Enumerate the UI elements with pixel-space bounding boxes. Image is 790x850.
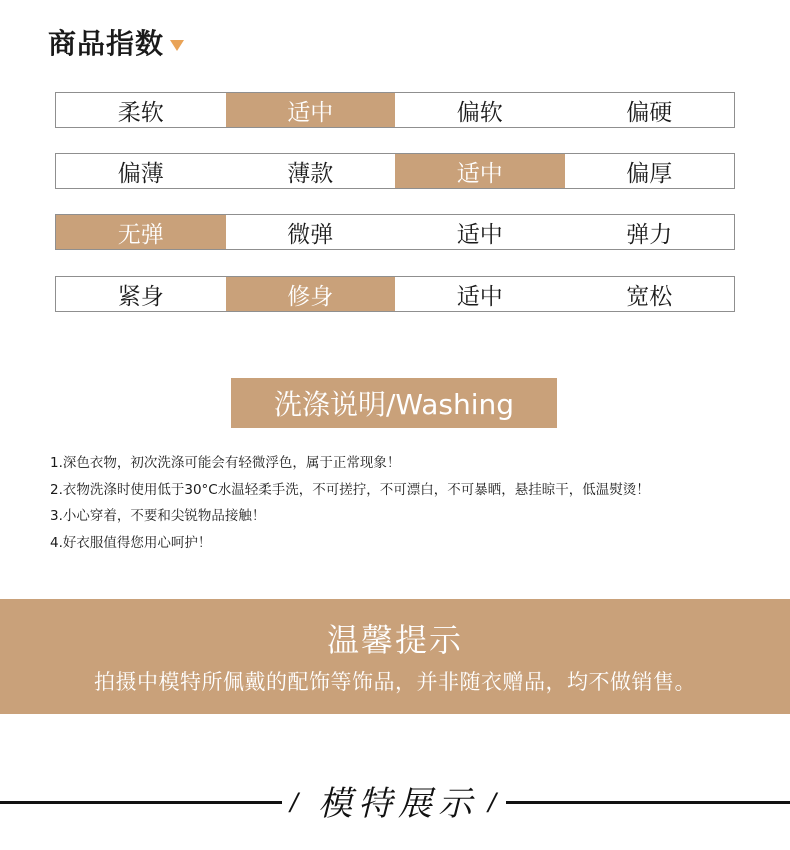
index-cell: 微弹 <box>287 221 334 248</box>
index-cell: 偏薄 <box>117 160 164 187</box>
index-cell: 无弹 <box>56 215 226 249</box>
index-cell: 偏软 <box>456 99 503 126</box>
index-row-elasticity <box>55 214 735 250</box>
index-row-fit <box>55 276 735 312</box>
page-title: 商品指数 <box>48 27 165 60</box>
index-row-softness <box>55 92 735 128</box>
tip-band <box>0 599 790 714</box>
index-cell: 修身 <box>226 277 396 311</box>
tip-text: 拍摄中模特所佩戴的配饰等饰品，并非随衣赠品，均不做销售。 <box>94 670 696 694</box>
index-cell: 偏硬 <box>626 99 673 126</box>
washing-instructions-list <box>50 450 770 556</box>
index-cell: 薄款 <box>287 160 334 187</box>
title-row <box>48 22 184 62</box>
model-section-title: 模特展示 <box>318 784 478 824</box>
washing-instruction: 3.小心穿着，不要和尖锐物品接触！ <box>50 508 266 524</box>
index-cell: 适中 <box>456 283 503 310</box>
index-cell: 宽松 <box>626 283 673 310</box>
index-cell: 适中 <box>226 93 396 127</box>
divider-line-left <box>0 801 282 804</box>
index-cell: 偏厚 <box>626 160 673 187</box>
washing-instruction: 1.深色衣物，初次洗涤可能会有轻微浮色，属于正常现象！ <box>50 455 401 471</box>
tip-title: 温馨提示 <box>326 621 463 659</box>
index-cell: 紧身 <box>117 283 164 310</box>
slash-right: / <box>488 788 497 816</box>
slash-left: / <box>290 788 299 816</box>
index-row-thickness <box>55 153 735 189</box>
divider-line-right <box>506 801 790 804</box>
triangle-down-icon <box>170 40 184 51</box>
washing-instruction: 2.衣物洗涤时使用低于30°C水温轻柔手洗，不可搓拧，不可漂白，不可暴晒，悬挂晾干，低温熨烫！ <box>50 481 650 498</box>
index-cell: 弹力 <box>626 221 673 248</box>
index-cell: 适中 <box>456 221 503 248</box>
index-cell: 适中 <box>395 154 565 188</box>
washing-instruction: 4.好衣服值得您用心呵护！ <box>50 534 212 551</box>
index-cell: 柔软 <box>117 99 164 126</box>
washing-title-banner: 洗涤说明/Washing <box>231 378 557 428</box>
